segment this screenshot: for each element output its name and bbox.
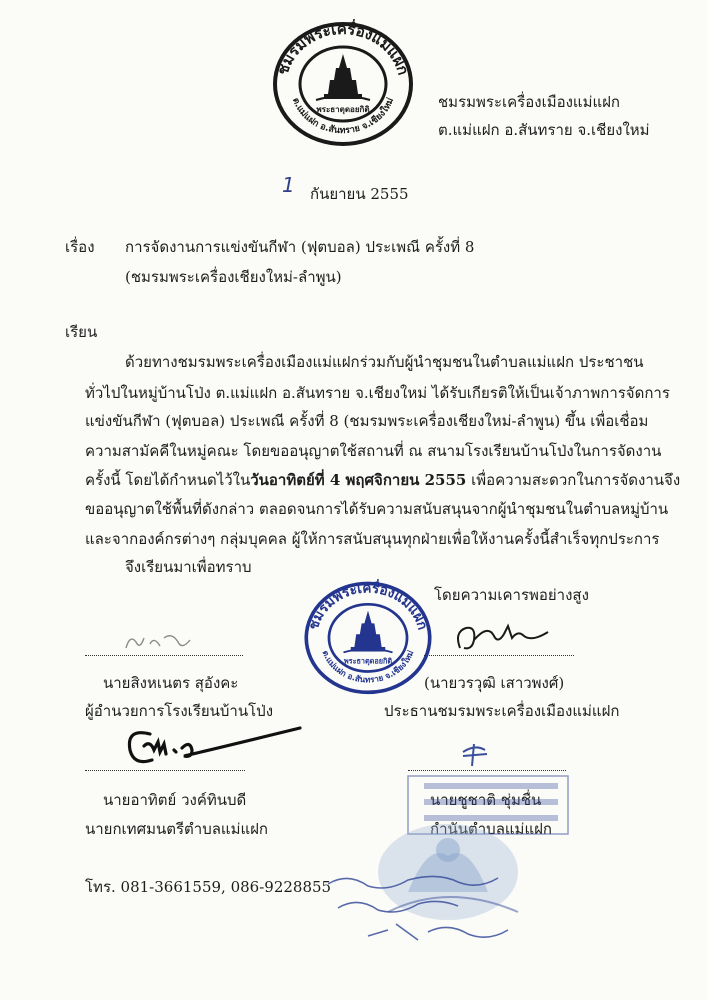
director-name: นายสิงหเนตร สุอังคะ	[103, 674, 239, 692]
body-line-4: ความสามัคคีในหมู่คณะ โดยขออนุญาตใช้สถานที่ ณ สนามโรงเรียนบ้านโป่งในการจัดงาน	[85, 442, 662, 460]
blue-seal-middle-text: พระธาตุดอยกิติ	[343, 656, 393, 666]
president-title: ประธานชมรมพระเครื่องเมืองแม่แฝก	[384, 702, 620, 720]
body-line-5	[85, 470, 681, 490]
sign-line-kamnan	[408, 770, 566, 771]
seal-top-text: ชมรมพระเครื่องแม่แฝก	[273, 19, 413, 78]
closing-line: จึงเรียนมาเพื่อทราบ	[125, 558, 252, 576]
org-name: ชมรมพระเครื่องเมืองแม่แฝก	[438, 93, 621, 111]
seal-bottom-text: ต.แม่แฝก อ.สันทราย จ.เชียงใหม่	[289, 96, 397, 137]
body-line-5a: ครั้งนี้ โดยได้กำหนดไว้ใน	[85, 471, 251, 489]
subject-line1: การจัดงานการแข่งขันกีฬา (ฟุตบอล) ประเพณี ครั้งที่ 8	[125, 238, 475, 256]
president-name: (นายวรวุฒิ เสาวพงศ์)	[424, 674, 565, 692]
kamnan-name: นายชูชาติ ชุ่มชื่น	[430, 791, 542, 809]
event-date-bold: วันอาทิตย์ที่ 4 พฤศจิกายน 2555	[250, 471, 467, 489]
signature-director	[120, 628, 200, 656]
regards: โดยความเคารพอย่างสูง	[434, 586, 589, 604]
org-address: ต.แม่แฝก อ.สันทราย จ.เชียงใหม่	[438, 121, 650, 139]
blue-seal-bottom-text: ต.แม่แฝก อ.สันทราย จ.เชียงใหม่	[320, 648, 416, 685]
director-title: ผู้อำนวยการโรงเรียนบ้านโป่ง	[85, 702, 274, 720]
club-seal-blue	[298, 578, 438, 696]
signature-kamnan	[455, 740, 495, 770]
subject-label: เรื่อง	[65, 238, 95, 256]
mayor-name: นายอาทิตย์ วงค์ทินบดี	[103, 791, 247, 809]
club-seal-top	[268, 18, 418, 148]
body-line-1: ด้วยทางชมรมพระเครื่องเมืองแม่แฝกร่วมกับผู้นำชุมชนในตำบลแม่แฝก ประชาชน	[125, 353, 644, 371]
body-line-7: และจากองค์กรต่างๆ กลุ่มบุคคล ผู้ให้การสนับสนุนทุกฝ่ายเพื่อให้งานครั้งนี้สำเร็จทุกประการ	[85, 530, 660, 548]
seal-middle-text: พระธาตุดอยกิติ	[316, 105, 370, 114]
date-day: 1	[282, 173, 295, 197]
body-line-6: ขออนุญาตใช้พื้นที่ดังกล่าว ตลอดจนการได้รับความสนับสนุนจากผู้นำชุมชนในตำบลหมู่บ้าน	[85, 500, 669, 518]
signature-mayor	[120, 720, 310, 772]
signature-president	[448, 618, 558, 658]
date-month-year: กันยายน 2555	[310, 185, 409, 203]
mayor-title: นายกเทศมนตรีตำบลแม่แฝก	[85, 820, 268, 838]
body-line-3: แข่งขันกีฬา (ฟุตบอล) ประเพณี ครั้งที่ 8 (ชมรมพระเครื่องเชียงใหม่-ลำพูน) ขึ้น เพื่อเชื่อม	[85, 412, 649, 430]
contact-phone: โทร. 081-3661559, 086-9228855	[85, 878, 332, 896]
salutation: เรียน	[65, 323, 98, 341]
kamnan-title: กำนันตำบลแม่แฝก	[430, 820, 552, 838]
blue-seal-top-text: ชมรมพระเครื่องแม่แฝก	[305, 580, 431, 632]
sign-line-mayor	[85, 770, 245, 771]
sign-line-president	[424, 655, 574, 656]
kamnan-stamp	[328, 772, 578, 952]
body-line-5c: เพื่อความสะดวกในการจัดงานจึง	[466, 471, 681, 489]
subject-line2: (ชมรมพระเครื่องเชียงใหม่-ลำพูน)	[125, 268, 342, 286]
sign-line-director	[85, 655, 243, 656]
body-line-2: ทั่วไปในหมู่บ้านโป่ง ต.แม่แฝก อ.สันทราย จ.เชียงใหม่ ได้รับเกียรติให้เป็นเจ้าภาพการจัดการ	[85, 384, 670, 402]
